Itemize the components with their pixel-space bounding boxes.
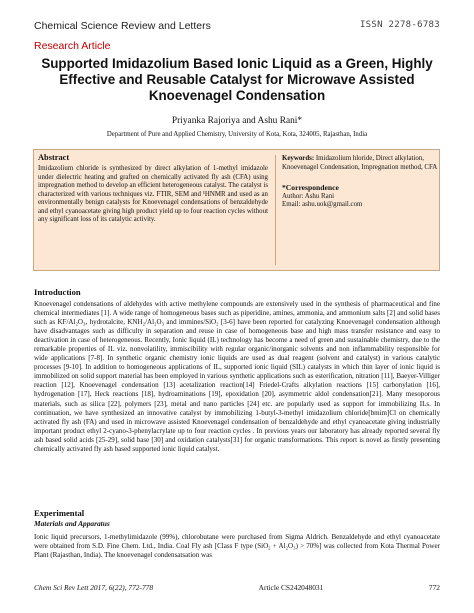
keywords-section xyxy=(282,155,438,210)
abstract-section xyxy=(38,153,268,225)
introduction-heading: Introduction xyxy=(34,287,81,297)
article-type-label: Research Article xyxy=(34,40,111,52)
keywords-text: Imidazolium hloride, Direct alkylation, Knoevenagel Condensation, Impregnation method, CFA xyxy=(282,155,438,171)
abstract-heading: Abstract xyxy=(38,153,70,162)
issn: ISSN 2278-6783 xyxy=(359,20,440,30)
experimental-heading: Experimental xyxy=(34,508,85,518)
introduction-paragraph: Knoevenagel condensations of aldehydes with active methylene compounds are extensively used in the synthesis of pharmaceutical and fine chemical intermediates [1]. A wide range of homogeneous bases such as piperidine, amines, ammonia, and ammonium salts [2] and solid bases such as KF/Al₂O₃, hydrotalcite, KNH₂/Al₂O₃ and immines/SiO₂ [3-6] have been reported for catalyzing Knoevenagel condensation although have disadvantages such as difficulty in separation and reuse in case of homogeneous base and high mass transfer resistance and easy to deactivation in case of heterogeneous. Recently, Ionic liquid (IL) technology has become a need of green and sustainable chemistry, due to the remarkable properties of IL viz. nonvolatility, immiscibility with regular organic/inorganic solvents and non inflammability responsible for wide applications [7-8]. In synthetic organic chemistry ionic liquids are used as dual reagent (solvent and catalyst) in various catalytic processes [9-10]. In addition to homogeneous applications of IL, supported ionic liquid (SIL) catalysts in which thin layer of ionic liquid is immobilized on solid support material has been employed in various synthetic applications such as esterification, nitration [11], Baeyer-Villiger reaction [12], Knoevenagel condensation [13] acetalization reaction[14] Friedel-Crafts alkylation reactions [15] carbonylation [16], hydrogenation [17], Heck reactions [18], hydroaminations [19], epoxidation [20], asymmetric aldol condensation[21]. Many mesoporous materials, such as silica [22], polymers [23], metal and nano particles [24] etc. are popularly used as support for immobilizing ILs. In continuation, we have synthesized an innovative catalyst by immobilizing 1-butyl-3-methyl imidazolium chloride[bmim]Cl on chemically activated fly ash (FA) and used in microwave assisted Knoevenagel condensation of benzaldehyde and ethyl cyanoacetate giving industrially important product ethyl 2-cyano-3-phenylacrylate up to four reaction cycles . In previous years our laboratory has already reported several fly ash based solid acids [25-29], solid base [30] and oxidation catalysts[31] for organic transformations. This report is novel as firstly presenting chemically activated fly ash based supported ionic liquid catalyst. xyxy=(34,300,440,453)
affiliation: Department of Pure and Applied Chemistry, University of Kota, Kota, 324005, Rajasthan, India xyxy=(106,131,368,138)
introduction-text xyxy=(34,300,440,454)
abstract-text: Imidazolium chloride is synthesized by direct alkylation of 1-methyl imidazole under dielectric heating and grafted on chemically activated fly ash (CFA) using impregnation method to develop an efficient heterogeneous catalyst. The catalyst is characterized with various techniques viz. FTIR, SEM and ¹HNMR and used as an environmentally benign catalysts for Knoevenagel condensations of benzaldehyde and ethyl cyanoacetate giving high product yield up to four reaction cycles without any significant loss of its catalytic activity. xyxy=(38,165,268,224)
correspondence-heading: *Correspondence xyxy=(282,183,339,193)
journal-name: Chemical Science Review and Letters xyxy=(34,20,211,32)
journal-header xyxy=(34,20,440,32)
abstract-box xyxy=(33,149,440,271)
keywords-label: Keywords: xyxy=(282,155,315,162)
materials-subheading: Materials and Apparatus xyxy=(34,519,110,528)
abstract-divider xyxy=(275,155,276,265)
authors: Priyanka Rajoriya and Ashu Rani* xyxy=(171,116,303,126)
article-title: Supported Imidazolium Based Ionic Liquid as a Green, Highly Effective and Reusable Catalyst for Microwave Assisted Knoevenagel Condensation xyxy=(41,56,433,103)
page-footer xyxy=(34,583,440,592)
correspondence-author: Author: Ashu Rani xyxy=(282,192,335,200)
keywords xyxy=(282,155,438,172)
footer-citation: Chem Sci Rev Lett 2017, 6(22), 772-778 xyxy=(34,583,154,592)
experimental-paragraph: Ionic liquid precursors, 1-methylimidazole (99%), chlorobutane were purchased from Sigma Aldrich. Benzaldehyde and ethyl cyanoacetate were obtained from S.D. Fine Chem. Ltd., India. Coal Fly ash [Class F type (SiO₂ + Al₂O₃) > 70%] was collected from Kota Thermal Power Plant (Rajasthan, India). The knoevenagel condensatsation was xyxy=(34,533,440,560)
experimental-text xyxy=(34,533,440,560)
page-number: 772 xyxy=(428,583,440,592)
footer-article-id: Article CS242048031 xyxy=(258,583,324,592)
correspondence-email[interactable]: Email: ashu.uok@gmail.com xyxy=(282,201,363,209)
